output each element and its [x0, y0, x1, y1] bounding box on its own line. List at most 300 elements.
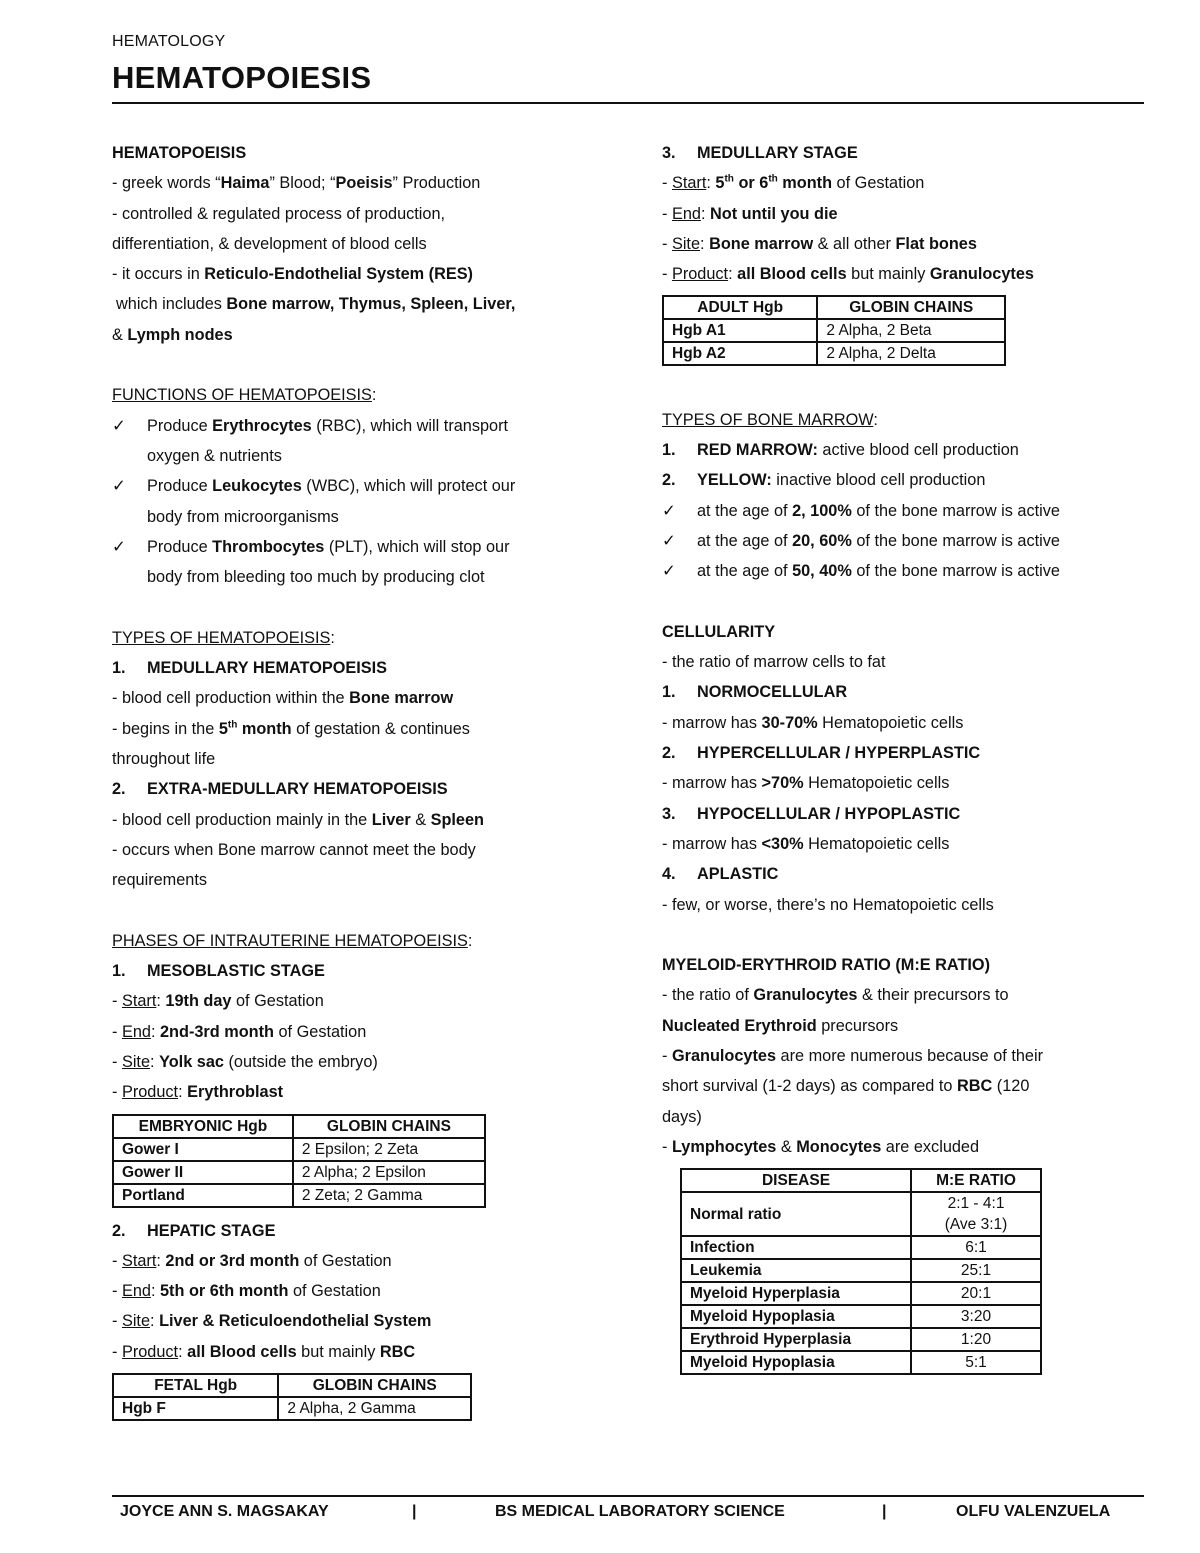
- table-cell: 2 Alpha; 2 Epsilon: [293, 1161, 485, 1184]
- list-number: 4.: [662, 865, 676, 884]
- table-cell: Portland: [113, 1184, 293, 1207]
- text-line: [662, 229, 1162, 259]
- text-segment: Bone marrow: [709, 234, 814, 253]
- table-cell: Myeloid Hypoplasia: [681, 1351, 911, 1374]
- text-segment: HEMATOPOEISIS: [112, 144, 247, 162]
- text-segment: CELLULARITY: [662, 622, 776, 641]
- text-segment: Produce: [147, 477, 213, 496]
- table-row: [113, 1397, 471, 1420]
- text-segment: all Blood cells: [737, 265, 847, 284]
- text-line: [112, 1017, 602, 1047]
- text-segment: of Gestation: [832, 174, 925, 193]
- page-title: HEMATOPOIESIS: [112, 60, 372, 95]
- column-header: GLOBIN CHAINS: [817, 296, 1005, 319]
- text-line: [662, 617, 1162, 647]
- text-segment: th: [768, 173, 778, 185]
- text-segment: but mainly: [296, 1342, 380, 1361]
- text-segment: - occurs when Bone marrow cannot meet the body: [112, 840, 476, 859]
- table-row: [113, 1161, 485, 1184]
- text-segment: :: [150, 1052, 160, 1071]
- text-line: [112, 1276, 602, 1306]
- text-segment: 5th or 6th month: [160, 1282, 289, 1301]
- text-line: [662, 496, 1162, 526]
- text-segment: Granulocytes: [671, 1047, 777, 1066]
- table-cell: 2 Epsilon; 2 Zeta: [293, 1138, 485, 1161]
- text-line: [662, 829, 1162, 859]
- table-row: [663, 319, 1005, 342]
- text-line: [112, 653, 602, 683]
- text-segment: Liver: [371, 810, 411, 829]
- text-segment: :: [150, 1282, 160, 1301]
- subject-label: HEMATOLOGY: [112, 33, 226, 50]
- text-segment: TYPES OF HEMATOPOEISIS: [112, 628, 331, 647]
- column-header: M:E RATIO: [911, 1169, 1041, 1192]
- text-segment: FUNCTIONS OF HEMATOPOEISIS: [112, 386, 372, 405]
- table-row: [681, 1351, 1041, 1374]
- text-segment: -: [662, 1047, 672, 1066]
- table-header-row: [663, 296, 1005, 319]
- text-line: [112, 138, 602, 168]
- text-segment: Liver & Reticuloendothelial System: [159, 1312, 432, 1331]
- text-line: [662, 168, 1162, 198]
- text-segment: -: [112, 1022, 122, 1041]
- text-segment: & their precursors to: [857, 986, 1009, 1005]
- text-line: [662, 199, 1162, 229]
- table-cell: Normal ratio: [681, 1192, 911, 1236]
- text-segment: HYPERCELLULAR / HYPERPLASTIC: [697, 744, 981, 763]
- text-segment: - few, or worse, there’s no Hematopoietic cells: [662, 895, 994, 914]
- text-segment: Thrombocytes: [212, 537, 325, 556]
- checkmark-icon: ✓: [662, 562, 676, 581]
- text-segment: -: [662, 265, 672, 284]
- right-column: [662, 138, 1162, 1383]
- text-line: [112, 471, 602, 501]
- footer-separator: |: [412, 1503, 417, 1520]
- text-segment: - controlled & regulated process of production,: [112, 204, 446, 223]
- table-cell: Infection: [681, 1236, 911, 1259]
- text-segment: Yolk sac: [159, 1052, 224, 1071]
- blank-line: [662, 374, 1162, 404]
- text-segment: requirements: [112, 871, 208, 890]
- text-segment: or 6: [733, 174, 769, 193]
- text-segment: oxygen & nutrients: [147, 446, 282, 465]
- table-row: [681, 1305, 1041, 1328]
- text-segment: MEDULLARY HEMATOPOEISIS: [147, 659, 388, 678]
- text-segment: Nucleated Erythroid: [662, 1016, 817, 1035]
- text-segment: -: [112, 1083, 122, 1102]
- text-segment: 30-70%: [761, 713, 818, 732]
- table-cell: 6:1: [911, 1236, 1041, 1259]
- table-cell: Gower II: [113, 1161, 293, 1184]
- text-segment: <30%: [761, 834, 804, 853]
- text-segment: Lymph nodes: [127, 325, 233, 344]
- text-segment: Bone marrow: [349, 689, 454, 708]
- text-line: [112, 502, 602, 532]
- text-line: [662, 138, 1162, 168]
- text-line: [112, 805, 602, 835]
- table-cell: Myeloid Hypoplasia: [681, 1305, 911, 1328]
- text-segment: Leukocytes: [212, 477, 302, 496]
- footer-separator: |: [882, 1503, 887, 1520]
- text-line: [662, 465, 1162, 495]
- text-line: [112, 714, 602, 744]
- table-cell: 2 Zeta; 2 Gamma: [293, 1184, 485, 1207]
- text-line: [662, 1011, 1162, 1041]
- text-line: [112, 986, 602, 1016]
- blank-line: [112, 350, 602, 380]
- text-line: [112, 229, 602, 259]
- footer-program: BS MEDICAL LABORATORY SCIENCE: [495, 1503, 785, 1520]
- text-segment: Hematopoietic cells: [803, 834, 950, 853]
- text-line: [112, 1047, 602, 1077]
- data-table: [662, 295, 1006, 366]
- list-number: 2.: [112, 1221, 126, 1240]
- column-header: GLOBIN CHAINS: [293, 1115, 485, 1138]
- data-table: [112, 1373, 472, 1421]
- table-cell: 1:20: [911, 1328, 1041, 1351]
- table-cell: 2 Alpha, 2 Beta: [817, 319, 1005, 342]
- text-segment: Erythroblast: [187, 1083, 284, 1102]
- text-line: [662, 890, 1162, 920]
- text-line: [112, 199, 602, 229]
- table-cell: Leukemia: [681, 1259, 911, 1282]
- text-segment: Produce: [147, 537, 213, 556]
- table-cell: 3:20: [911, 1305, 1041, 1328]
- table-row: [681, 1328, 1041, 1351]
- text-segment: but mainly: [846, 265, 930, 284]
- text-segment: month: [777, 174, 833, 193]
- text-segment: (WBC), which will protect our: [301, 477, 516, 496]
- text-segment: TYPES OF BONE MARROW: [662, 410, 874, 429]
- text-line: [662, 1102, 1162, 1132]
- text-segment: which includes: [116, 295, 227, 314]
- text-segment: Spleen: [430, 810, 484, 829]
- text-segment: -: [112, 1251, 122, 1270]
- text-line: [662, 435, 1162, 465]
- text-segment: - the ratio of: [662, 986, 754, 1005]
- text-line: [662, 799, 1162, 829]
- table-cell: Gower I: [113, 1138, 293, 1161]
- text-segment: th: [227, 719, 238, 731]
- text-segment: Haima: [220, 174, 270, 193]
- list-number: 1.: [662, 441, 676, 460]
- table-header-row: [113, 1115, 485, 1138]
- text-segment: :: [706, 174, 716, 193]
- text-segment: NORMOCELLULAR: [697, 683, 848, 702]
- list-number: 3.: [662, 804, 676, 823]
- table-header-row: [113, 1374, 471, 1397]
- blank-line: [662, 587, 1162, 617]
- text-segment: ” Blood; “: [269, 174, 336, 193]
- text-line: [662, 526, 1162, 556]
- text-segment: 2nd-3rd month: [160, 1022, 274, 1041]
- checkmark-icon: ✓: [112, 537, 126, 556]
- text-line: [112, 926, 602, 956]
- text-line: [112, 1077, 602, 1107]
- table-cell: 20:1: [911, 1282, 1041, 1305]
- text-segment: Poeisis: [335, 174, 393, 193]
- text-segment: :: [873, 410, 878, 429]
- text-segment: RED MARROW:: [697, 441, 818, 460]
- text-segment: &: [112, 325, 128, 344]
- text-segment: - blood cell production within the: [112, 689, 350, 708]
- text-segment: :: [156, 992, 166, 1011]
- text-segment: Produce: [147, 416, 213, 435]
- text-segment: of the bone marrow is active: [851, 562, 1060, 581]
- text-segment: &: [776, 1137, 797, 1156]
- text-line: [662, 1132, 1162, 1162]
- text-segment: at the age of: [697, 562, 793, 581]
- text-segment: 50, 40%: [792, 562, 852, 581]
- column-header: DISEASE: [681, 1169, 911, 1192]
- footer-school: OLFU VALENZUELA: [956, 1503, 1111, 1520]
- text-segment: Flat bones: [895, 234, 977, 253]
- text-segment: - marrow has: [662, 713, 762, 732]
- text-segment: YELLOW:: [697, 471, 772, 490]
- text-segment: End: [671, 204, 701, 223]
- text-segment: -: [112, 1282, 122, 1301]
- table-cell: 2 Alpha, 2 Delta: [817, 342, 1005, 365]
- text-segment: differentiation, & development of blood cells: [112, 234, 427, 253]
- text-line: [662, 708, 1162, 738]
- checkmark-icon: ✓: [662, 501, 676, 520]
- text-line: [112, 956, 602, 986]
- text-segment: &: [410, 810, 431, 829]
- text-segment: RBC: [957, 1077, 993, 1096]
- text-segment: - it occurs in: [112, 265, 205, 284]
- text-segment: precursors: [816, 1016, 899, 1035]
- text-segment: 19th day: [165, 992, 232, 1011]
- text-segment: :: [700, 234, 710, 253]
- text-segment: Lymphocytes: [671, 1137, 777, 1156]
- text-line: [662, 647, 1162, 677]
- text-segment: :: [156, 1251, 166, 1270]
- text-line: [662, 950, 1162, 980]
- column-header: EMBRYONIC Hgb: [113, 1115, 293, 1138]
- text-segment: -: [662, 174, 672, 193]
- text-line: [662, 738, 1162, 768]
- text-segment: -: [112, 1052, 122, 1071]
- text-segment: MEDULLARY STAGE: [697, 144, 858, 162]
- text-segment: 5: [715, 174, 725, 193]
- text-line: [662, 677, 1162, 707]
- table-row: [681, 1282, 1041, 1305]
- column-header: FETAL Hgb: [113, 1374, 278, 1397]
- text-line: [112, 532, 602, 562]
- text-segment: 2, 100%: [792, 501, 852, 520]
- text-segment: End: [121, 1022, 151, 1041]
- text-line: [112, 411, 602, 441]
- text-segment: Product: [121, 1083, 179, 1102]
- text-segment: Site: [671, 234, 701, 253]
- text-line: [662, 1071, 1162, 1101]
- text-line: [112, 1246, 602, 1276]
- text-segment: of Gestation: [231, 992, 324, 1011]
- text-line: [662, 859, 1162, 889]
- text-segment: (120: [992, 1077, 1030, 1096]
- text-segment: Site: [121, 1312, 151, 1331]
- text-segment: short survival (1-2 days) as compared to: [662, 1077, 957, 1096]
- text-segment: body from bleeding too much by producing clot: [147, 568, 485, 587]
- text-line: [662, 1041, 1162, 1071]
- text-segment: - greek words “: [112, 174, 221, 193]
- header-divider: [112, 102, 1144, 104]
- text-segment: :: [150, 1312, 160, 1331]
- text-segment: Granulocytes: [929, 265, 1034, 284]
- text-segment: -: [112, 992, 122, 1011]
- text-segment: Product: [671, 265, 729, 284]
- text-line: [112, 168, 602, 198]
- text-line: [112, 1337, 602, 1367]
- text-line: [112, 562, 602, 592]
- column-header: ADULT Hgb: [663, 296, 817, 319]
- text-line: [112, 835, 602, 865]
- text-line: [112, 623, 602, 653]
- column-header: GLOBIN CHAINS: [278, 1374, 471, 1397]
- text-line: [112, 774, 602, 804]
- text-segment: MESOBLASTIC STAGE: [147, 962, 325, 981]
- text-segment: :: [178, 1083, 188, 1102]
- table-row: [681, 1236, 1041, 1259]
- text-segment: of the bone marrow is active: [851, 531, 1060, 550]
- text-segment: - marrow has: [662, 774, 762, 793]
- table-header-row: [681, 1169, 1041, 1192]
- text-segment: inactive blood cell production: [771, 471, 986, 490]
- text-line: [662, 405, 1162, 435]
- footer-author: JOYCE ANN S. MAGSAKAY: [120, 1503, 329, 1520]
- table-row: [113, 1138, 485, 1161]
- checkmark-icon: ✓: [662, 531, 676, 550]
- text-segment: :: [728, 265, 738, 284]
- list-number: 1.: [662, 683, 676, 702]
- text-segment: Reticulo-Endothelial System (RES): [204, 265, 473, 284]
- text-segment: Start: [121, 992, 157, 1011]
- text-segment: :: [700, 204, 710, 223]
- list-number: 1.: [112, 659, 126, 678]
- text-line: [112, 259, 602, 289]
- text-segment: 5: [218, 719, 228, 738]
- checkmark-icon: ✓: [112, 477, 126, 496]
- text-segment: (RBC), which will transport: [311, 416, 509, 435]
- text-line: [112, 380, 602, 410]
- text-segment: - the ratio of marrow cells to fat: [662, 653, 886, 672]
- text-segment: days): [662, 1107, 702, 1126]
- text-segment: all Blood cells: [187, 1342, 297, 1361]
- text-segment: of Gestation: [288, 1282, 381, 1301]
- text-segment: :: [178, 1342, 188, 1361]
- text-segment: PHASES OF INTRAUTERINE HEMATOPOEISIS: [112, 931, 468, 950]
- text-segment: Monocytes: [796, 1137, 882, 1156]
- checkmark-icon: ✓: [112, 416, 126, 435]
- table-cell: Myeloid Hyperplasia: [681, 1282, 911, 1305]
- text-segment: :: [371, 386, 377, 405]
- table-cell: 2:1 - 4:1 (Ave 3:1): [911, 1192, 1041, 1236]
- text-segment: of Gestation: [299, 1251, 392, 1270]
- table-cell: Hgb A1: [663, 319, 817, 342]
- text-segment: EXTRA-MEDULLARY HEMATOPOEISIS: [147, 780, 448, 799]
- text-line: [662, 980, 1162, 1010]
- text-segment: -: [662, 234, 672, 253]
- text-segment: Hematopoietic cells: [817, 713, 964, 732]
- table-row: [113, 1184, 485, 1207]
- text-segment: - marrow has: [662, 834, 762, 853]
- text-segment: th: [724, 173, 734, 185]
- blank-line: [112, 895, 602, 925]
- table-cell: Erythroid Hyperplasia: [681, 1328, 911, 1351]
- text-segment: -: [662, 1137, 672, 1156]
- text-segment: -: [112, 1342, 122, 1361]
- text-segment: of Gestation: [273, 1022, 367, 1041]
- text-line: [112, 683, 602, 713]
- text-segment: (PLT), which will stop our: [324, 537, 510, 556]
- text-segment: active blood cell production: [817, 441, 1019, 460]
- text-segment: Bone marrow, Thymus, Spleen, Liver,: [226, 295, 516, 314]
- text-segment: of the bone marrow is active: [851, 501, 1060, 520]
- text-segment: - begins in the: [112, 719, 219, 738]
- text-line: [112, 441, 602, 471]
- text-segment: Start: [121, 1251, 157, 1270]
- text-line: [662, 259, 1162, 289]
- text-line: [662, 556, 1162, 586]
- text-segment: MYELOID-ERYTHROID RATIO (M:E RATIO): [662, 956, 991, 975]
- list-number: 3.: [662, 144, 676, 162]
- text-line: [112, 865, 602, 895]
- text-segment: at the age of: [697, 531, 793, 550]
- text-segment: - blood cell production mainly in the: [112, 810, 372, 829]
- text-segment: RBC: [379, 1342, 416, 1361]
- text-segment: ” Production: [392, 174, 481, 193]
- list-number: 2.: [662, 471, 676, 490]
- text-segment: HEPATIC STAGE: [147, 1221, 276, 1240]
- left-column: [112, 138, 602, 1429]
- table-cell: 2 Alpha, 2 Gamma: [278, 1397, 471, 1420]
- text-line: [112, 744, 602, 774]
- text-segment: APLASTIC: [697, 865, 779, 884]
- text-segment: -: [112, 1312, 122, 1331]
- text-line: [112, 289, 602, 319]
- text-segment: :: [467, 931, 473, 950]
- text-segment: of gestation & continues: [291, 719, 470, 738]
- blank-line: [662, 920, 1162, 950]
- table-cell: 25:1: [911, 1259, 1041, 1282]
- text-segment: Start: [671, 174, 707, 193]
- table-cell: Hgb A2: [663, 342, 817, 365]
- text-segment: month: [237, 719, 292, 738]
- data-table: [680, 1168, 1042, 1375]
- text-segment: & all other: [813, 234, 896, 253]
- text-segment: Not until you die: [710, 204, 838, 223]
- text-segment: Site: [121, 1052, 151, 1071]
- text-segment: 20, 60%: [792, 531, 852, 550]
- blank-line: [112, 592, 602, 622]
- text-segment: body from microorganisms: [147, 507, 339, 526]
- text-segment: Erythrocytes: [212, 416, 312, 435]
- text-segment: >70%: [761, 774, 804, 793]
- text-segment: :: [150, 1022, 160, 1041]
- text-segment: Product: [121, 1342, 179, 1361]
- list-number: 1.: [112, 962, 126, 981]
- text-segment: -: [662, 204, 672, 223]
- footer-divider: [112, 1495, 1144, 1497]
- text-segment: :: [330, 628, 335, 647]
- text-segment: (outside the embryo): [223, 1052, 378, 1071]
- text-segment: HYPOCELLULAR / HYPOPLASTIC: [697, 804, 961, 823]
- table-row: [681, 1192, 1041, 1236]
- data-table: [112, 1114, 486, 1208]
- table-cell: 5:1: [911, 1351, 1041, 1374]
- text-segment: are excluded: [881, 1137, 980, 1156]
- table-row: [681, 1259, 1041, 1282]
